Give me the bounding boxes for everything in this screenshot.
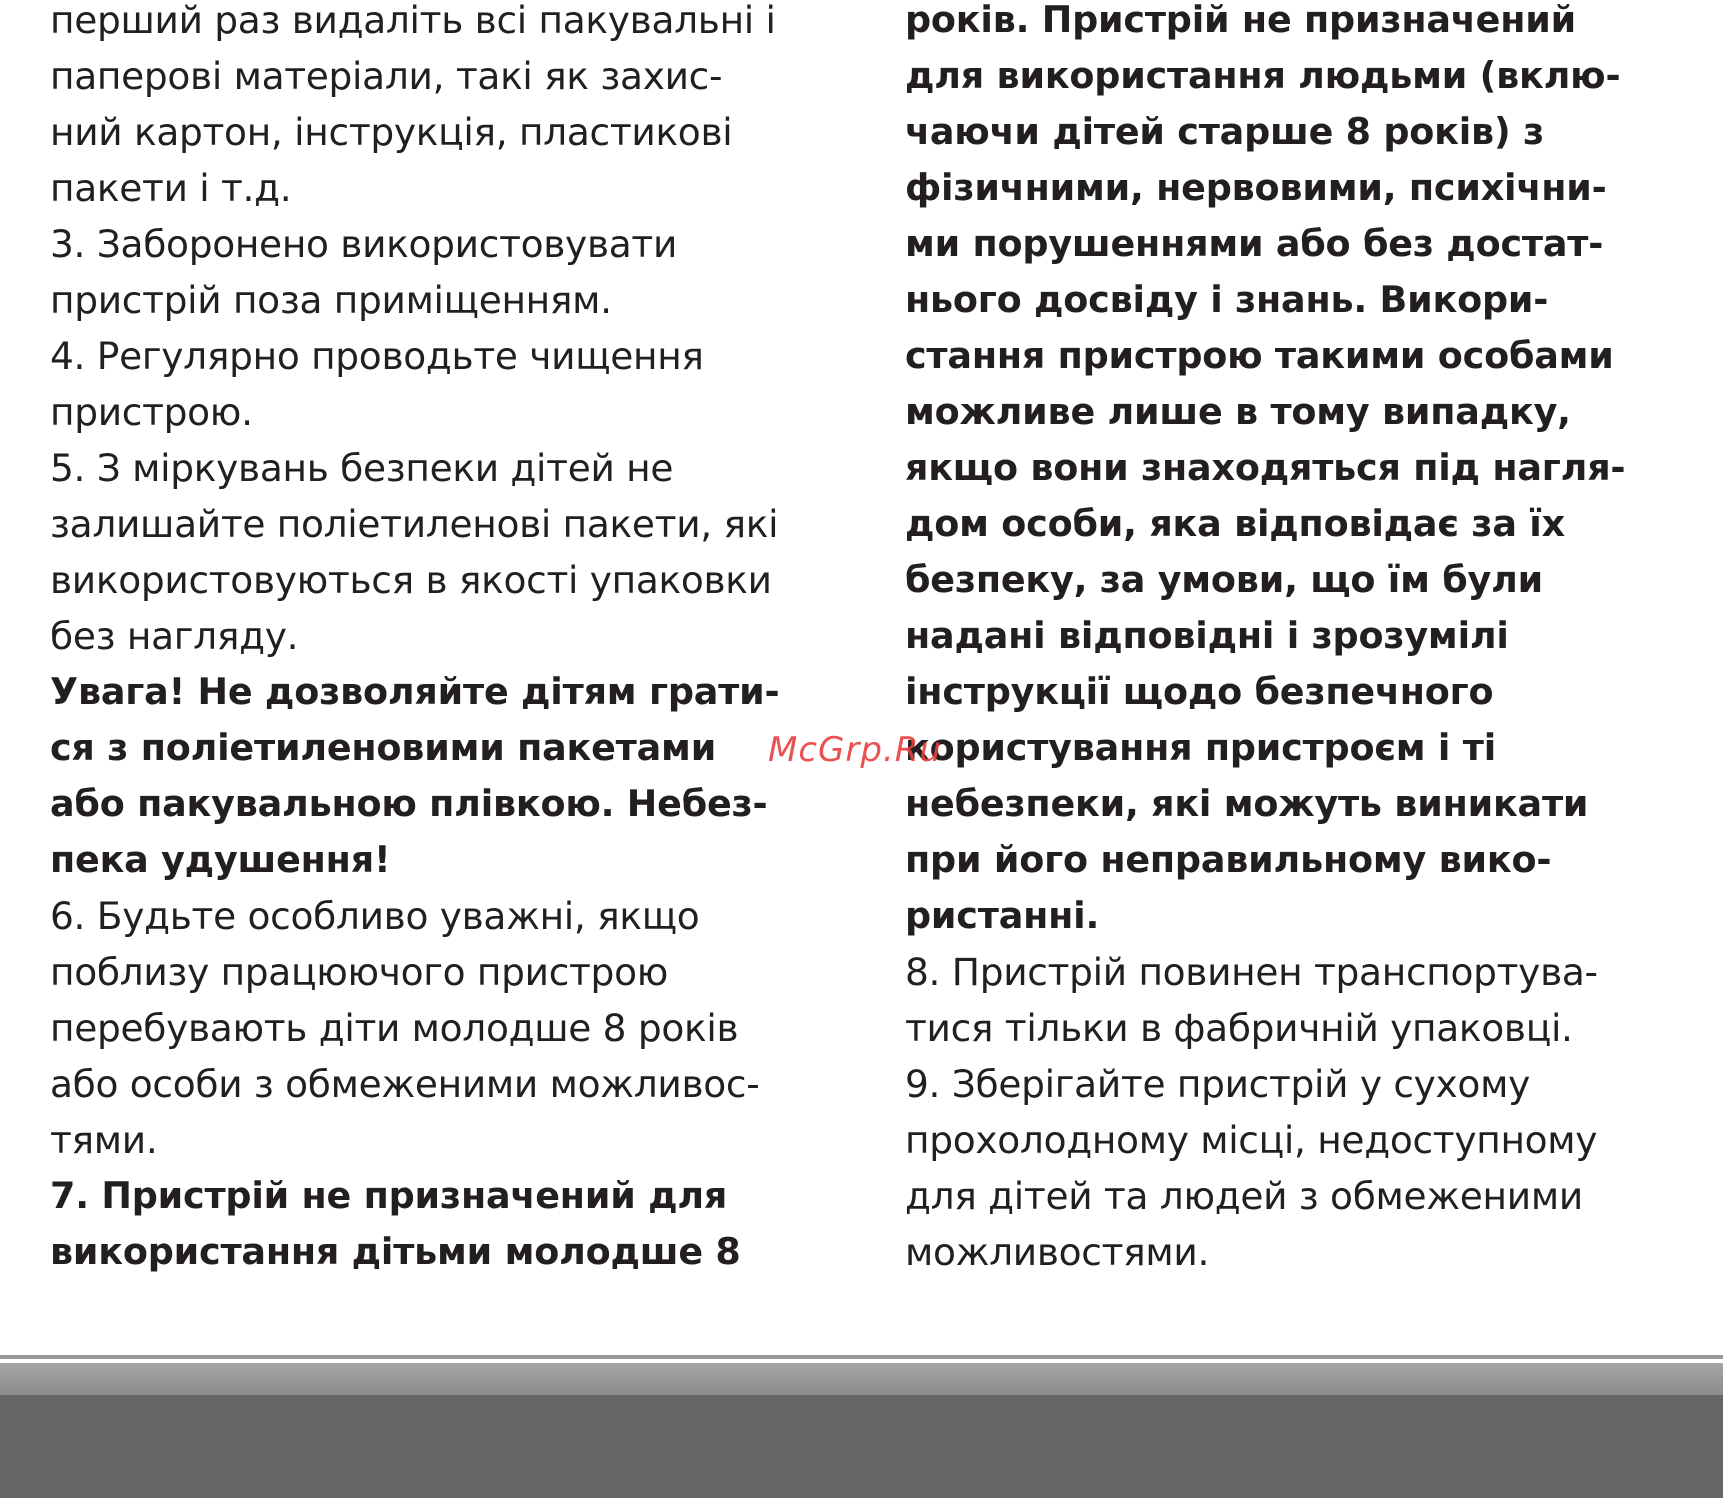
text-line: при його неправильному вико- [905, 838, 1552, 881]
text-line: 5. З міркувань безпеки дітей не [50, 446, 674, 490]
text-line: 9. Зберігайте пристрій у сухому [905, 1062, 1530, 1106]
text-line: прохолодному місці, недоступному [905, 1118, 1598, 1162]
text-line: інструкції щодо безпечного [905, 670, 1494, 713]
text-line: дом особи, яка відповідає за їх [905, 502, 1565, 545]
text-line: ся з поліетиленовими пакетами [50, 726, 717, 769]
text-line: можливостями. [905, 1230, 1210, 1274]
footer-band-dark [0, 1395, 1723, 1498]
text-line: пакети і т.д. [50, 166, 292, 210]
text-line: паперові матеріали, такі як захис- [50, 54, 723, 98]
text-line: або пакувальною плівкою. Небез- [50, 782, 768, 825]
text-line: 8. Пристрій повинен транспортува- [905, 950, 1598, 994]
text-line: без нагляду. [50, 614, 299, 658]
text-line: 4. Регулярно проводьте чищення [50, 334, 704, 378]
text-line: якщо вони знаходяться під нагля- [905, 446, 1626, 489]
text-line: 3. Заборонено використовувати [50, 222, 678, 266]
text-line: Увага! Не дозволяйте дітям грати- [50, 670, 780, 713]
text-line: можливе лише в тому випадку, [905, 390, 1571, 433]
text-line: перебувають діти молодше 8 років [50, 1006, 739, 1050]
text-line: поблизу працюючого пристрою [50, 950, 668, 994]
text-line: для дітей та людей з обмеженими [905, 1174, 1583, 1218]
right-text-column [905, 0, 1723, 1280]
left-text-column [50, 0, 870, 1280]
text-line: стання пристрою такими особами [905, 334, 1614, 377]
text-line: чаючи дітей старше 8 років) з [905, 110, 1544, 153]
text-line: тися тільки в фабричній упаковці. [905, 1006, 1573, 1050]
text-line: для використання людьми (вклю- [905, 54, 1621, 97]
text-line: тями. [50, 1118, 158, 1162]
text-line: пристрою. [50, 390, 253, 434]
footer-divider [0, 1355, 1723, 1359]
text-line: використовуються в якості упаковки [50, 558, 772, 602]
text-line: безпеку, за умови, що їм були [905, 558, 1544, 601]
text-line: користування пристроєм і ті [905, 726, 1497, 769]
text-line: ми порушеннями або без достат- [905, 222, 1604, 265]
text-line: ристанні. [905, 894, 1100, 937]
text-line: або особи з обмеженими можливос- [50, 1062, 760, 1106]
text-line: фізичними, нервовими, психічни- [905, 166, 1607, 209]
text-line: використання дітьми молодше 8 [50, 1230, 741, 1273]
text-line: перший раз видаліть всі пакувальні і [50, 0, 776, 42]
text-line: залишайте поліетиленові пакети, які [50, 502, 779, 546]
text-line: 6. Будьте особливо уважні, якщо [50, 894, 700, 938]
text-line: 7. Пристрій не призначений для [50, 1174, 728, 1217]
watermark: McGrp.Ru [768, 730, 942, 770]
text-line: надані відповідні і зрозумілі [905, 614, 1509, 657]
text-line: ний картон, інструкція, пластикові [50, 110, 733, 154]
text-line: пристрій поза приміщенням. [50, 278, 612, 322]
text-line: пека удушення! [50, 838, 391, 881]
text-line: небезпеки, які можуть виникати [905, 782, 1589, 825]
text-line: років. Пристрій не призначений [905, 0, 1576, 41]
text-line: нього досвіду і знань. Викори- [905, 278, 1549, 321]
footer-band-light [0, 1363, 1723, 1395]
